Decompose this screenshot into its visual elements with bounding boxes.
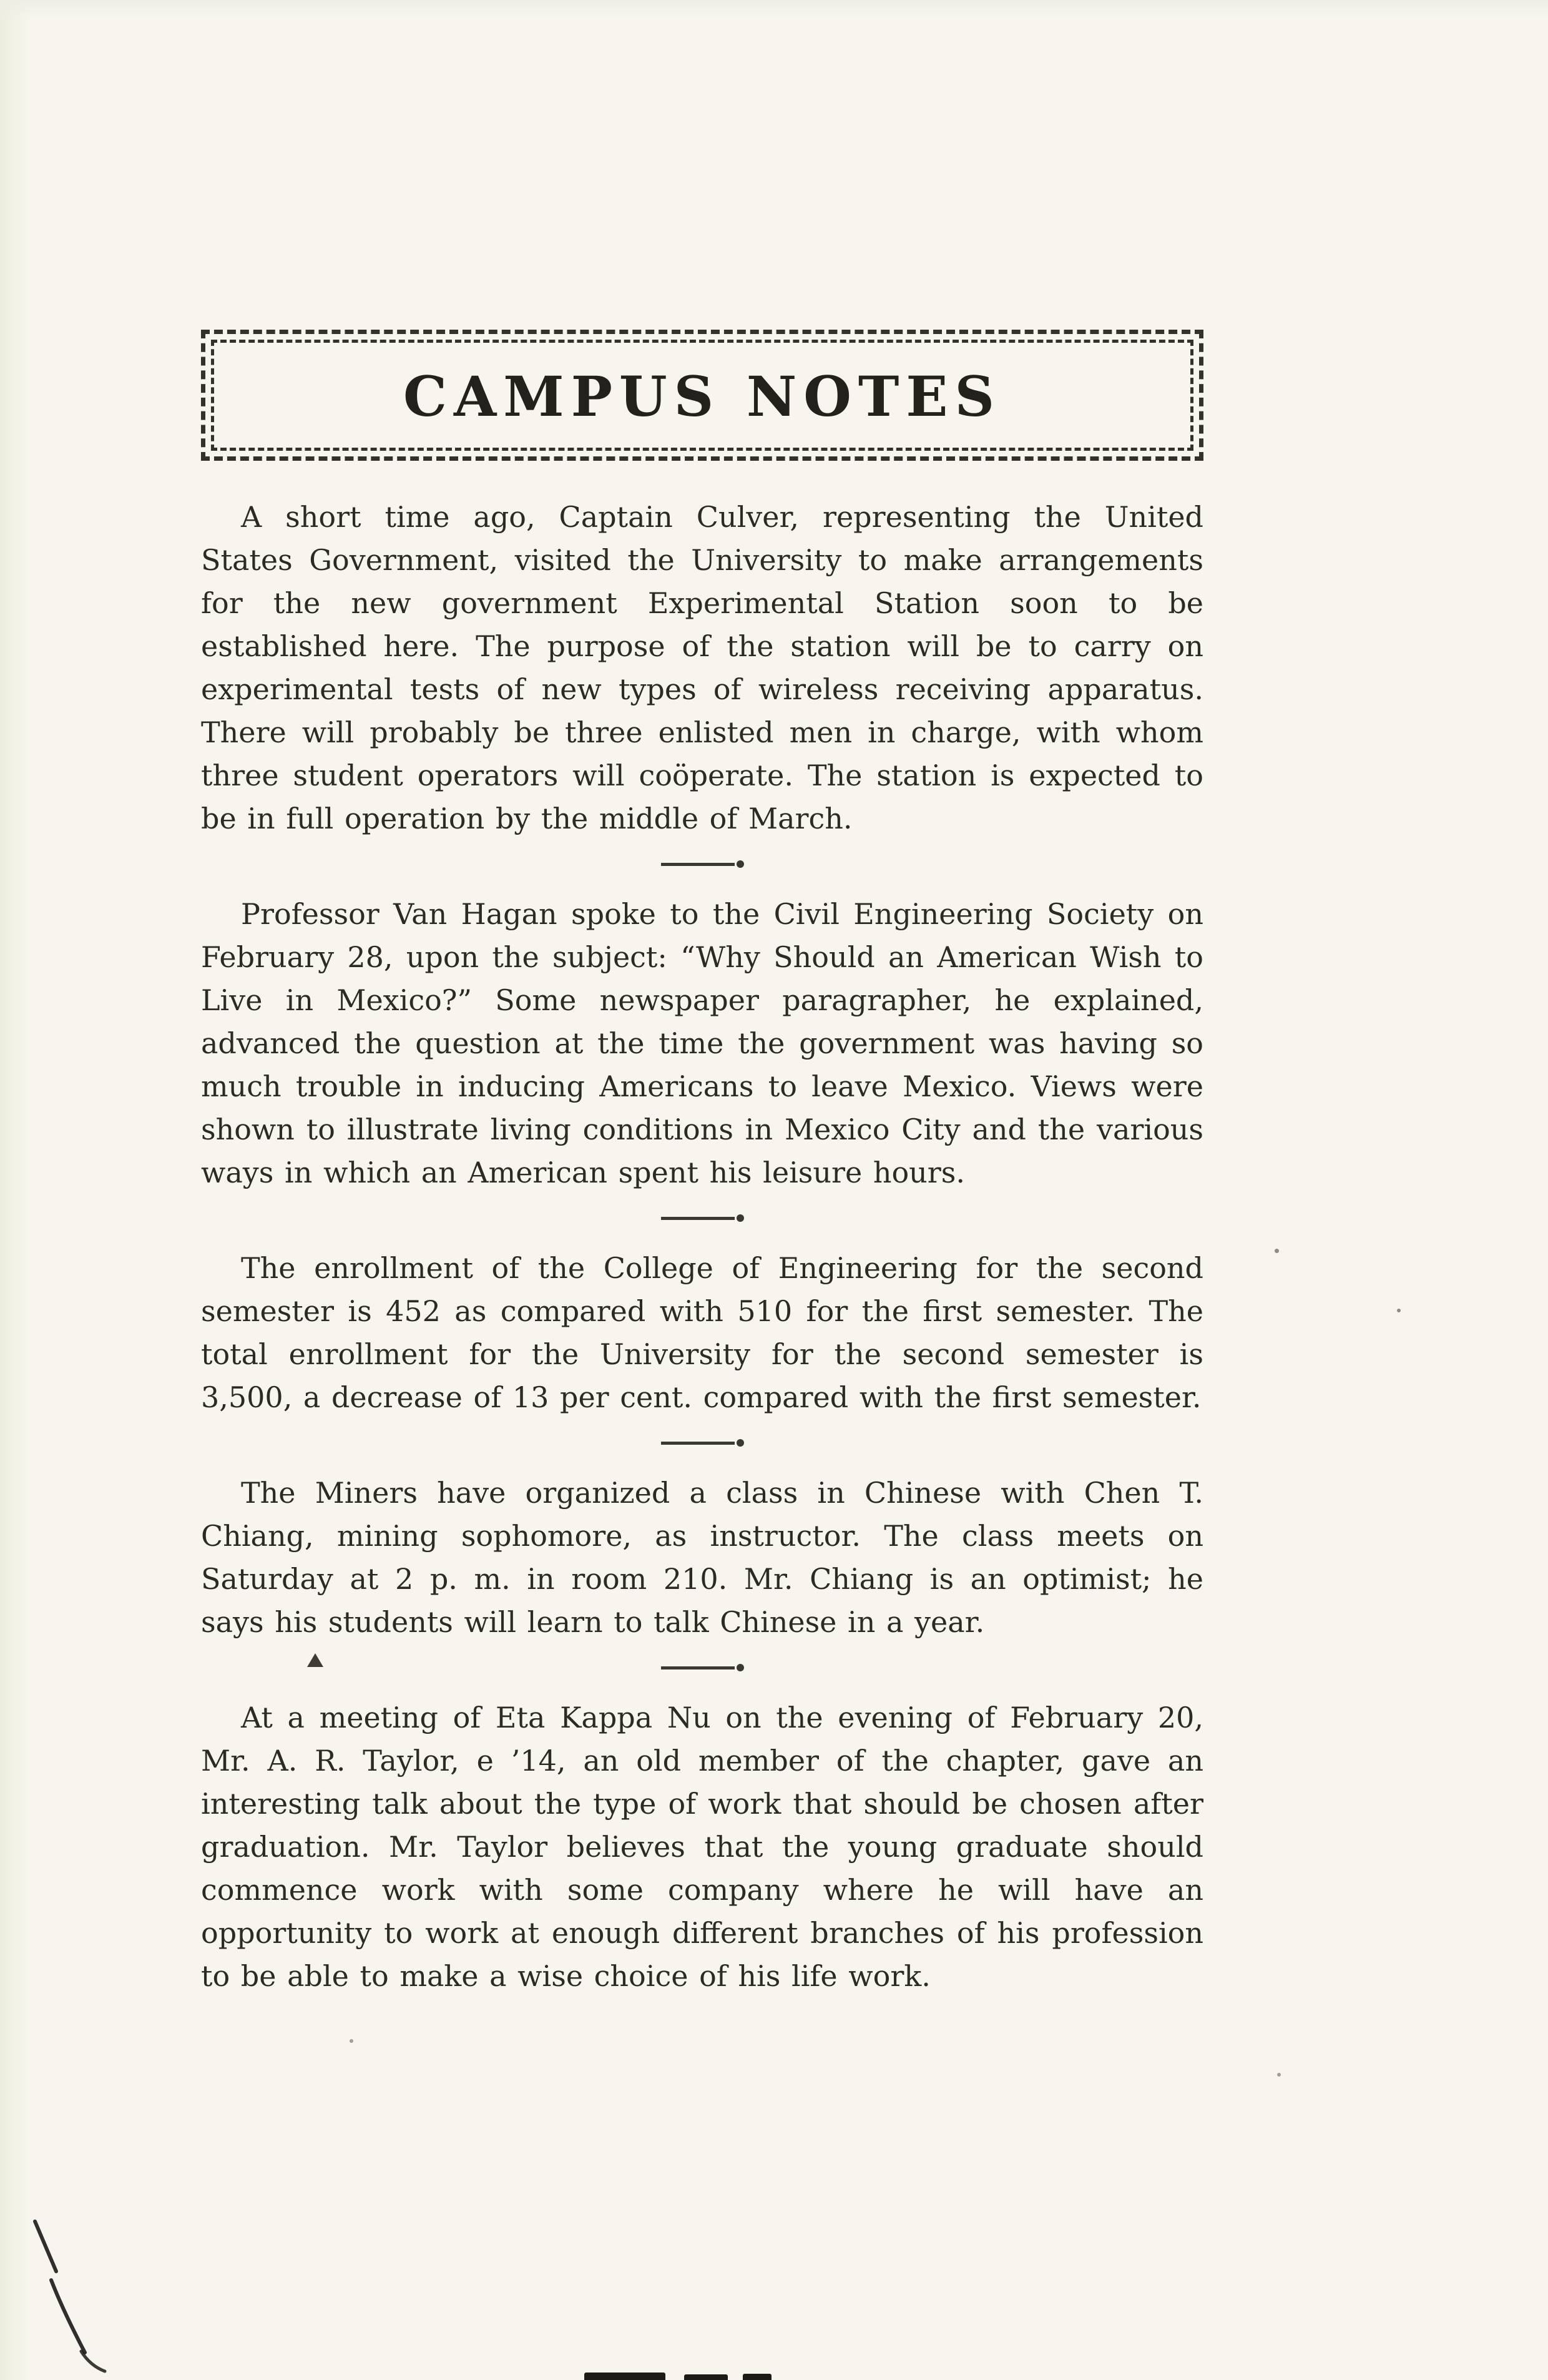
- divider-rule: [661, 1666, 735, 1669]
- divider-rule: [661, 1442, 735, 1445]
- page-title: CAMPUS NOTES: [403, 364, 1002, 429]
- section-divider: [201, 1660, 1203, 1675]
- divider-rule: [661, 863, 735, 866]
- section-divider: [201, 1435, 1203, 1450]
- print-speck: [1397, 1309, 1401, 1312]
- section-divider: [201, 1211, 1203, 1226]
- divider-dot: [737, 1439, 744, 1447]
- print-speck: [1277, 2073, 1281, 2077]
- section-divider: [201, 857, 1203, 872]
- cutoff-text-fragment: [584, 2373, 665, 2380]
- campus-notes-header-frame: [201, 330, 1203, 461]
- paragraph-enrollment: The enrollment of the College of Engineering for the second semester is 452 as compared with 510 for the first semester. The total enrollment for the University for the second semester is 3,500, a decrease of 13 per cent. compared with the first semester.: [201, 1251, 1203, 1414]
- divider-dot: [737, 1664, 744, 1671]
- cutoff-text-fragment: [743, 2374, 772, 2380]
- page-content: [201, 330, 1203, 1998]
- pen-stroke-marks: [11, 2204, 149, 2380]
- paragraph-van-hagan-lecture: Professor Van Hagan spoke to the Civil Engineering Society on February 28, upon the subject: “Why Should an American Wish to Live in Mexico?” Some newspaper paragrapher, he explained, advanced the question at the time the government was having so much trouble in inducing Americans to leave Mexico. Views were shown to illustrate living conditions in Mexico City and the various ways in which an American spent his leisure hours.: [201, 897, 1203, 1189]
- cutoff-text-fragment: [684, 2374, 728, 2380]
- print-speck: [1275, 1249, 1279, 1253]
- print-speck: [350, 2039, 353, 2043]
- divider-rule: [661, 1217, 735, 1220]
- paragraph-chinese-class: The Miners have organized a class in Chinese with Chen T. Chiang, mining sophomore, as instructor. The class meets on Saturday at 2 p. m. in room 210. Mr. Chiang is an optimist; he says his students will learn to talk Chinese in a year.: [201, 1476, 1203, 1639]
- paragraph-experimental-station: A short time ago, Captain Culver, representing the United States Government, visited the University to make arrangements for the new government Experimental Station soon to be established here. The purpose of the station will be to carry on experimental tests of new types of wireless receiving apparatus. There will probably be three enlisted men in charge, with whom three student operators will coöperate. The station is expected to be in full operation by the middle of March.: [201, 500, 1203, 835]
- divider-dot: [737, 1214, 744, 1222]
- paragraph-eta-kappa-nu: At a meeting of Eta Kappa Nu on the evening of February 20, Mr. A. R. Taylor, e ’14, an old member of the chapter, gave an interesting talk about the type of work that should be chosen after graduation. Mr. Taylor believes that the young graduate should commence work with some company where he will have an opportunity to work at enough different branches of his profession to be able to make a wise choice of his life work.: [201, 1701, 1203, 1993]
- divider-dot: [737, 860, 744, 868]
- campus-notes-header-inner-frame: [211, 340, 1193, 451]
